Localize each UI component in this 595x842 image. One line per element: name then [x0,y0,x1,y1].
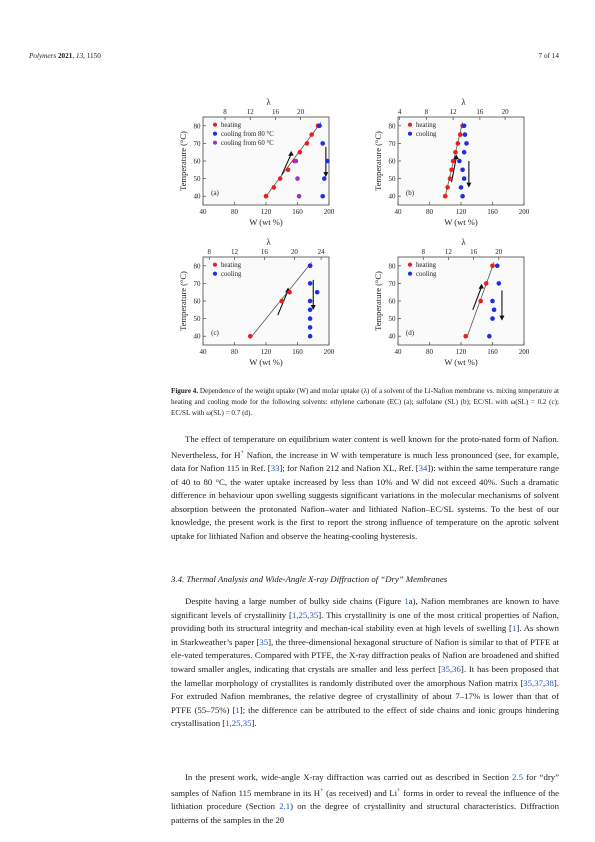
panel-label: (d) [405,329,415,337]
panel-b [373,97,530,227]
top-tick-label: 12 [444,248,452,256]
citation-link[interactable]: 35 [259,636,269,647]
x-tick-label: 80 [426,208,433,216]
data-point-cooling [308,334,313,339]
data-point-cooling [308,299,313,304]
top-tick-label: 20 [290,248,298,256]
data-point-cooling [459,185,464,190]
top-tick-label: 16 [260,248,268,256]
article-number: 1150 [86,52,101,60]
y-tick-label: 60 [388,297,396,306]
data-point-heating [490,264,495,269]
legend-marker [213,141,217,145]
data-point-heating [448,176,453,181]
data-point-cooling [462,150,467,155]
y-axis-label: Temperature (°C) [178,271,188,331]
data-point-heating [449,168,454,173]
legend-marker [213,272,217,276]
text-run: Nafion, the increase in W with temperature is much less pronounced (see, for example, data for Nafion 115 in Ref. [ [171,449,559,474]
x-tick-label: 120 [455,348,467,356]
data-point-cooling [460,168,465,173]
x-tick-label: 40 [199,348,207,356]
section-heading: 3.4. Thermal Analysis and Wide-Angle X-ray Diffraction of “Dry” Membranes [171,574,448,584]
x-tick-label: 160 [292,208,303,216]
data-point-cooling [490,299,495,304]
y-tick-label: 80 [388,262,396,271]
y-tick-label: 40 [193,192,201,201]
top-tick-label: 8 [223,108,227,116]
top-tick-label: 4 [397,108,402,116]
x-tick-label: 200 [518,208,530,216]
data-point-cooling-from-60-c [297,194,302,199]
y-tick-label: 80 [388,122,396,131]
text-run: forms in order to reveal the influence of the lithiation procedure (Section [171,787,559,812]
top-tick-label: 20 [297,108,305,116]
top-tick-label: 16 [476,108,484,116]
data-point-heating [286,168,291,173]
top-tick-label: 16 [470,248,478,256]
x-tick-label: 40 [199,208,207,216]
citation-link[interactable]: 35,36 [441,663,461,674]
figure-caption-text: Dependence of the weight uptake (W) and molar uptake (λ) of a solvent of the Li-Nafion membrane vs. mixing temperature at heating and cooling mode for the following solvents: ethylene carbonate (EC) (a); sulfolane (SL) (b); EC/SL with ω(SL) = 0.2 (c); EC/SL with ω(SL) = 0.7 (d). [171,387,560,418]
y-axis-label: Temperature (°C) [373,271,383,331]
superscript: + [320,787,324,794]
x-tick-label: 40 [394,208,402,216]
legend-marker [213,132,217,136]
data-point-heating [463,334,468,339]
panel-label: (c) [211,329,219,337]
x-tick-label: 80 [426,348,433,356]
legend-text: cooling from 60 °C [221,140,274,147]
data-point-heating [305,141,310,146]
body-paragraph-3 [171,771,559,827]
y-tick-label: 50 [193,315,201,324]
y-tick-label: 80 [193,122,201,131]
data-point-heating [272,185,277,190]
data-point-cooling [462,176,467,181]
lambda-axis-label: λ [266,97,271,107]
y-tick-label: 70 [193,279,201,288]
panel-a [178,97,335,227]
superscript: + [240,449,244,456]
legend-text: heating [221,122,242,129]
text-run: for “dry” samples of Nafion 115 membrane in its H [171,772,559,798]
text-run: ]. [251,718,257,729]
y-tick-label: 40 [388,332,396,341]
citation-link[interactable]: 35,37,38 [523,677,554,688]
citation-link[interactable]: 1 [235,704,240,715]
x-axis-label: W (wt %) [444,357,478,367]
data-point-cooling [490,316,495,321]
legend-text: cooling [416,131,437,138]
x-axis-label: W (wt %) [444,217,478,227]
data-point-cooling [495,264,500,269]
y-tick-label: 60 [193,157,201,166]
text-run: ]; for Nafion 212 and Nafion XL, Ref. [ [279,463,419,474]
figure-4-svg [155,95,565,380]
y-tick-label: 70 [388,139,396,148]
citation-link[interactable]: 1 [511,623,517,634]
y-tick-label: 70 [388,279,396,288]
x-tick-label: 120 [455,208,467,216]
data-point-heating [453,150,458,155]
data-point-heating [248,334,253,339]
y-tick-label: 70 [193,139,201,148]
text-run: (as received) and Li [323,787,398,798]
text-run: ], the three-dimensional hexagonal structure of Nafion is similar to that of PTFE at ele-vated temperatures. Compared with PTFE, the X-ray diffraction peaks of Nafion are broadened and shifted toward smaller angles, indicating that crystals are smaller and less perfect [ [171,636,559,674]
journal-year: 2021 [57,52,73,60]
text-run: Despite having a large number of bulky side chains (Figure [185,596,405,606]
data-point-cooling [497,281,502,286]
data-point-cooling [308,316,313,321]
journal-name: Polymers [29,52,57,60]
text-run: ]. For extruded Nafion membranes, the relative degree of crystallinity of about 7–17% is lower than that of PTFE (55–75%) [ [171,677,559,715]
y-axis-label: Temperature (°C) [178,131,188,191]
data-point-cooling [460,194,465,199]
text-run: ]. As shown in Starkweather’s paper [ [171,623,559,647]
x-axis-label: W (wt %) [249,217,283,227]
data-point-heating [451,159,456,164]
legend-text: heating [416,122,437,129]
y-tick-label: 80 [193,262,201,271]
data-point-cooling-from-80-c [320,194,325,199]
data-point-heating [287,290,292,295]
data-point-heating [443,194,448,199]
panel-c [178,237,335,367]
data-point-cooling [457,159,462,164]
x-tick-label: 80 [231,348,238,356]
citation-link[interactable]: 2.1 [279,801,291,812]
x-tick-label: 80 [231,208,238,216]
legend-text: cooling [221,271,242,278]
top-tick-label: 16 [271,108,279,116]
text-run: ]. This crystallinity is one of the most critical properties of Nafion, providing both its structural integrity and mechan-ical stability even at high levels of swelling [ [171,609,559,634]
legend-text: heating [221,262,242,269]
top-tick-label: 12 [231,248,238,256]
citation-link[interactable]: 1,25,35 [225,718,252,729]
legend-marker [408,123,412,127]
legend-text: heating [416,262,437,269]
data-point-cooling [308,264,313,269]
page-number: 7 of 14 [538,52,559,60]
top-tick-label: 20 [495,248,503,256]
data-point-cooling [463,132,468,137]
legend-marker [408,272,412,276]
y-tick-label: 50 [388,315,396,324]
data-point-cooling [487,334,492,339]
superscript: + [397,787,401,794]
data-point-heating [458,132,463,137]
running-header-journal: Polymers 2021, 13, 1150 [29,52,101,60]
x-tick-label: 200 [518,348,530,356]
text-run: ]; the difference can be attributed to the effect of side chains and ionic groups hindering crystallisation [ [171,704,560,729]
data-point-cooling [464,141,469,146]
data-point-heating [456,141,461,146]
data-point-cooling [462,124,467,129]
body-paragraph-1 [171,433,559,544]
top-tick-label: 8 [421,248,425,256]
panel-label: (a) [211,189,219,197]
y-tick-label: 60 [388,157,396,166]
citation-link[interactable]: 2.5 [512,772,523,782]
data-point-heating [298,150,303,155]
x-tick-label: 200 [323,348,335,356]
figure-4 [155,95,565,380]
data-point-heating [264,194,269,199]
top-tick-label: 24 [317,248,325,256]
top-tick-label: 12 [449,108,457,116]
panel-label: (b) [405,189,415,197]
data-point-cooling-from-80-c [322,176,327,181]
data-point-cooling [315,290,320,295]
figure-caption-label: Figure 4. [171,387,199,395]
data-point-cooling-from-60-c [295,176,300,181]
citation-link[interactable]: 1,25,35 [291,609,319,620]
lambda-axis-label: λ [461,97,466,107]
data-point-heating [309,132,314,137]
top-tick-label: 12 [246,108,254,116]
panel-d [373,237,530,367]
x-axis-label: W (wt %) [249,357,283,367]
legend-marker [213,263,217,267]
y-tick-label: 40 [388,192,396,201]
data-point-cooling [308,308,313,313]
data-point-cooling [308,281,313,286]
body-paragraph-2 [171,595,559,731]
figure-caption [171,386,559,420]
data-point-cooling-from-60-c [294,159,299,164]
legend-marker [213,123,217,127]
top-tick-label: 8 [424,108,429,116]
data-point-cooling [308,325,313,330]
data-point-heating [279,299,284,304]
data-point-heating [278,176,283,181]
text-run: ]): within the same temperature range of 40 to 80 °C, the water uptake increased by less than 10% and W did not exceed 40%. Such a dramatic difference in behaviour upon swelling suggests significant variations in the molecular mechanisms of solvent absorption between the protonated Nafion–water and lithiated Nafion–EC/SL systems. To the best of our knowledge, the present work is the first to report the strong influence of temperature on the aprotic solvent uptake for lithiated Nafion and observe the heating-cooling hysteresis. [171,463,559,542]
text-run: a), Nafion membranes are known to have significant levels of crystallinity [ [171,596,559,620]
legend-text: cooling from 80 °C [221,131,274,138]
journal-volume: 13 [75,52,84,60]
citation-link[interactable]: 34 [418,463,428,474]
text-run: In the present work, wide-angle X-ray diffraction was carried out as described in Section [185,772,513,782]
legend-text: cooling [416,271,437,278]
data-point-cooling-from-80-c [325,159,330,164]
citation-link[interactable]: 33 [270,463,280,474]
text-run: ]. It has been proposed that the lamellar morphology of crystallites is randomly distributed over the amorphous Nafion matrix [ [171,663,559,688]
data-point-cooling-from-80-c [317,124,322,129]
data-point-heating [484,281,489,286]
data-point-cooling [492,308,497,313]
data-point-heating [478,299,483,304]
y-tick-label: 60 [193,297,201,306]
y-tick-label: 50 [388,175,396,184]
y-axis-label: Temperature (°C) [373,131,383,191]
y-tick-label: 40 [193,332,201,341]
x-tick-label: 200 [323,208,335,216]
x-tick-label: 120 [260,208,272,216]
legend-marker [408,263,412,267]
data-point-cooling-from-80-c [320,141,325,146]
text-run: ) on the degree of crystallinity and structural characteristics. Diffraction patterns of the samples in the 2θ [171,801,560,825]
lambda-axis-label: λ [461,237,466,247]
citation-link[interactable]: 1 [404,596,409,606]
top-tick-label: 8 [207,248,212,256]
x-tick-label: 160 [487,208,498,216]
y-tick-label: 50 [193,175,201,184]
legend-marker [408,132,412,136]
x-tick-label: 120 [260,348,272,356]
x-tick-label: 40 [394,348,402,356]
x-tick-label: 160 [487,348,498,356]
x-tick-label: 160 [292,348,303,356]
top-tick-label: 20 [501,108,509,116]
text-run: The effect of temperature on equilibrium water content is well known for the proto-nated form of Nafion. Nevertheless, for H [171,434,559,460]
data-point-heating [445,185,450,190]
lambda-axis-label: λ [266,237,271,247]
